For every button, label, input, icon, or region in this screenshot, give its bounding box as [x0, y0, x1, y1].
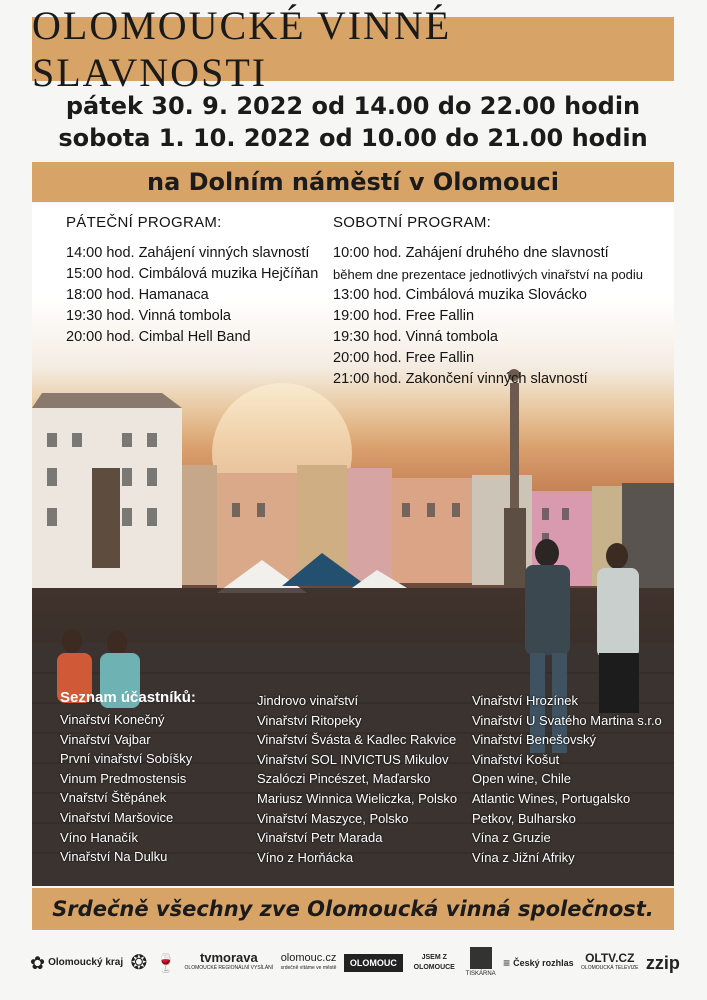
- place-text: na Dolním náměstí v Olomouci: [146, 168, 559, 196]
- program-item: 19:30 hod. Vinná tombola: [66, 308, 232, 324]
- participant-item: Víno z Horňácka: [257, 849, 354, 865]
- participant-item: Jindrovo vinařství: [257, 693, 359, 708]
- participant-item: Szalóczi Pincészet, Maďarsko: [257, 771, 431, 787]
- invitation-banner: [32, 888, 674, 930]
- participant-item: Vinařství Hrozínek: [472, 693, 578, 708]
- program-item: 21:00 hod. Zakončení vinných slavností: [333, 371, 588, 387]
- participant-item: Vinařství Maszyce, Polsko: [257, 810, 409, 826]
- poster-title: OLOMOUCKÉ VINNÉ SLAVNOSTI: [32, 3, 452, 95]
- program-item: 19:30 hod. Vinná tombola: [333, 329, 499, 345]
- program-item: 19:00 hod. Free Fallin: [333, 308, 475, 324]
- participant-item: Vinum Predmostensis: [60, 770, 187, 786]
- program-item: během dne prezentace jednotlivých vinařství na podiu: [333, 267, 644, 282]
- tvmorava-logo: tvmorava OLOMOUCKÉ REGIONÁLNÍ VYSÍLÁNÍ: [184, 950, 274, 971]
- participant-item: Vinařství Košut: [472, 751, 560, 767]
- saturday-program-heading: SOBOTNÍ PROGRAM:: [333, 214, 492, 231]
- participant-item: Vinařství Ritopeky: [257, 712, 362, 728]
- sponsor-logos: [30, 938, 680, 988]
- rozhlas-icon: ≡: [503, 956, 511, 970]
- oltv-logo: OLTV.CZ OLOMOUCKÁ TELEVIZE: [581, 951, 639, 971]
- date-friday: pátek 30. 9. 2022 od 14.00 do 22.00 hodin: [65, 92, 641, 120]
- wine-glass-icon: 🍷: [154, 953, 178, 973]
- program-item: 20:00 hod. Free Fallin: [333, 350, 475, 366]
- participant-item: Vinařství Konečný: [60, 712, 165, 727]
- tiskarna-mark-icon: [470, 947, 492, 969]
- participant-item: Vinařství Petr Marada: [257, 830, 383, 846]
- friday-program-heading: PÁTEČNÍ PROGRAM:: [66, 214, 222, 231]
- participant-item: Vinařství U Svatého Martina s.r.o: [472, 712, 662, 728]
- program-item: 10:00 hod. Zahájení druhého dne slavností: [333, 245, 609, 261]
- participant-item: Vína z Jižní Afriky: [472, 849, 575, 865]
- tiskarna-logo: TISKÁRNA: [466, 947, 496, 979]
- zzip-logo: zzip: [645, 953, 680, 973]
- participant-item: Vinařství Benešovský: [472, 732, 597, 748]
- program-item: 20:00 hod. Cimbal Hell Band: [66, 329, 251, 345]
- participant-item: Vinařství Maršovice: [60, 809, 174, 825]
- saturday-program: [333, 214, 643, 390]
- participants-heading: Seznam účastníků:: [60, 689, 196, 706]
- participant-item: Vinařství SOL INVICTUS Mikulov: [257, 751, 449, 767]
- participant-item: Vinařství Švásta & Kadlec Rakvice: [257, 732, 457, 748]
- jsem-z-olomouce-logo: JSEM Z OLOMOUCE: [413, 954, 455, 971]
- flower-icon: ✿: [30, 953, 46, 973]
- participant-item: Vinařství Na Dulku: [60, 849, 168, 865]
- participant-item: Vinařství Vajbar: [60, 731, 151, 747]
- participants-column-3: [472, 691, 662, 867]
- friday-program: [66, 214, 318, 348]
- participant-item: Atlantic Wines, Portugalsko: [472, 790, 631, 806]
- date-saturday: sobota 1. 10. 2022 od 10.00 do 21.00 hodin: [58, 124, 648, 152]
- olomouc-cz-logo: olomouc.cz srdečně vítáme ve městě: [280, 952, 337, 971]
- program-item: 15:00 hod. Cimbálová muzika Hejčíňan: [66, 266, 319, 282]
- participants-column-2: [257, 691, 457, 867]
- participant-item: Vína z Gruzie: [472, 830, 551, 846]
- participant-item: Víno Hanačík: [60, 829, 139, 845]
- title-banner: [32, 3, 674, 95]
- participant-item: Open wine, Chile: [472, 771, 571, 787]
- program-item: 13:00 hod. Cimbálová muzika Slovácko: [333, 287, 587, 303]
- program-item: 18:00 hod. Hamanaca: [66, 287, 209, 303]
- participants-column-1: [60, 688, 196, 867]
- program-item: 14:00 hod. Zahájení vinných slavností: [66, 245, 310, 261]
- participant-item: Petkov, Bulharsko: [472, 810, 576, 826]
- cesky-rozhlas-logo: ≡ Český rozhlas: [503, 956, 574, 970]
- participant-item: Mariusz Winnica Wieliczka, Polsko: [257, 790, 458, 806]
- participant-item: Vnařství Štěpánek: [60, 790, 167, 806]
- olomouc-logo: OLOMOUC: [344, 954, 403, 972]
- participant-item: První vinařství Sobíšky: [60, 751, 193, 767]
- hana-badge-icon: ❂: [130, 952, 148, 974]
- olomoucky-kraj-logo: ✿ Olomoucký kraj: [30, 953, 124, 973]
- invitation-text: Srdečně všechny zve Olomoucká vinná společnost.: [52, 897, 654, 921]
- place-banner: [32, 162, 674, 202]
